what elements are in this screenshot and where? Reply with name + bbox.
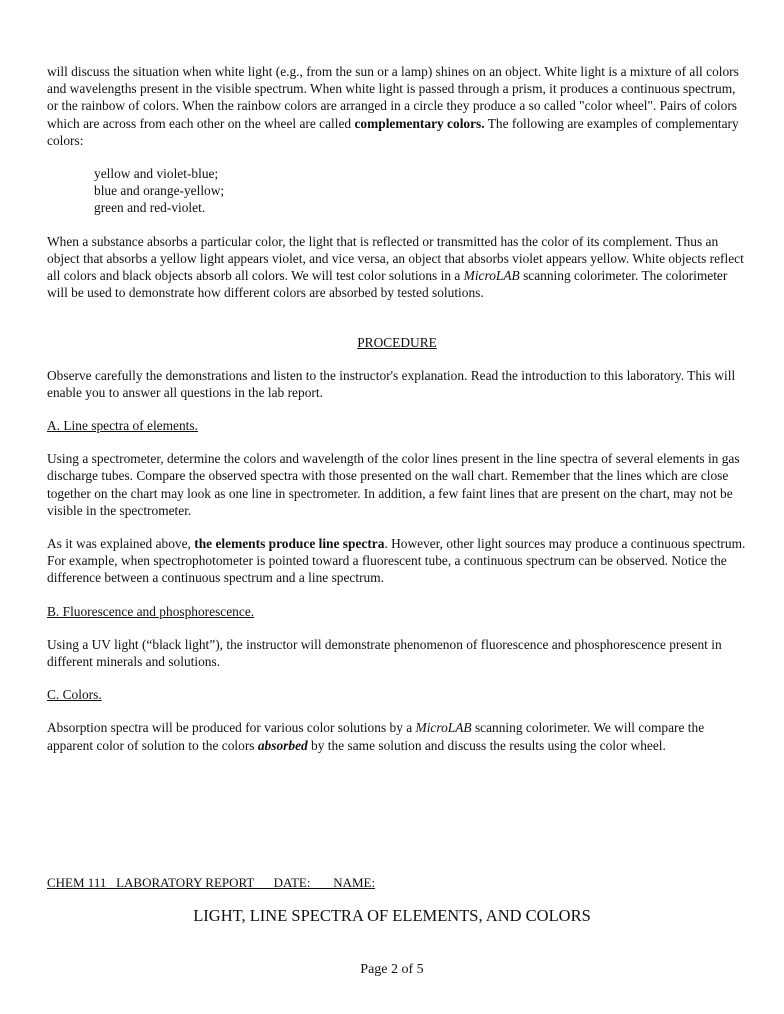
complementary-pairs-list [94, 165, 747, 217]
list-item: blue and orange-yellow; [94, 183, 225, 199]
text-run: When a substance absorbs a particular color, the light that is reflected or transmitted has the color of its complement. Thus an object that absorbs a yellow light appears violet, and vice versa, an object that absorbs violet appears yellow. White objects reflect all colors and black objects absorb all colors. We will test color solutions in a [47, 233, 744, 284]
section-a-heading: A. Line spectra of elements. [47, 418, 198, 434]
complementary-colors-term: complementary colors. [354, 115, 485, 131]
text-run: will discuss the situation when white light (e.g., from the sun or a lamp) shines on an object. White light is a mixture of all colors and wavelengths present in the visible spectrum. When white light is passed through a prism, it produces a continuous spectrum, or the rainbow of colors. When the rainbow colors are arranged in a circle they produce a so called "color wheel". Pairs of colors which are across from each other on the wheel are called [47, 64, 739, 131]
microlab-term: MicroLAB [415, 720, 472, 736]
uv-light-paragraph: Using a UV light (“black light”), the instructor will demonstrate phenomenon of fluorescence and phosphorescence present in different minerals and solutions. [47, 636, 722, 670]
continuous-spectrum-paragraph [47, 535, 747, 587]
document-body [47, 63, 747, 754]
text-run: As it was explained above, [47, 536, 195, 552]
section-b-heading: B. Fluorescence and phosphorescence. [47, 603, 255, 619]
intro-paragraph [47, 63, 747, 149]
spectrometer-paragraph: Using a spectrometer, determine the colors and wavelength of the color lines present in the line spectra of several elements in gas discharge tubes. Compare the observed spectra with those presented on the wall chart. Remember that the lines which are close together on the chart may look as one line in spectrometer. In addition, a few faint lines that are present on the chart, may not be visible in the spectrometer. [47, 451, 740, 518]
list-item: green and red-violet. [94, 200, 206, 216]
report-title: LIGHT, LINE SPECTRA OF ELEMENTS, AND COLORS [193, 906, 591, 925]
text-run: The following are examples of complementary colors: [47, 115, 739, 148]
list-item: yellow and violet-blue; [94, 166, 219, 182]
absorption-spectra-paragraph [47, 719, 747, 753]
text-run: Absorption spectra will be produced for various color solutions by a [47, 720, 416, 736]
text-run: scanning colorimeter. The colorimeter will be used to demonstrate how different colors are absorbed by tested solutions. [47, 268, 728, 301]
section-c-heading: C. Colors. [47, 687, 102, 703]
report-header-line: CHEM 111 LABORATORY REPORT DATE: NAME: [47, 875, 376, 890]
procedure-heading: PROCEDURE [357, 335, 437, 351]
text-run: scanning colorimeter. We will compare the apparent color of solution to the colors [47, 720, 705, 753]
absorption-paragraph [47, 233, 747, 302]
text-run: . However, other light sources may produce a continuous spectrum. For example, when spectrophotometer is pointed toward a fluorescent tube, a continuous spectrum can be observed. Notice the difference between a continuous spectrum and a line spectrum. [47, 536, 746, 586]
page-number: Page 2 of 5 [360, 962, 424, 977]
absorbed-term: absorbed [257, 737, 308, 753]
line-spectra-term: the elements produce line spectra [194, 536, 385, 552]
microlab-term: MicroLAB [463, 268, 520, 284]
text-run: by the same solution and discuss the results using the color wheel. [307, 737, 666, 753]
procedure-intro-paragraph: Observe carefully the demonstrations and listen to the instructor's explanation. Read the introduction to this laboratory. This will enable you to answer all questions in the lab report. [47, 367, 736, 400]
